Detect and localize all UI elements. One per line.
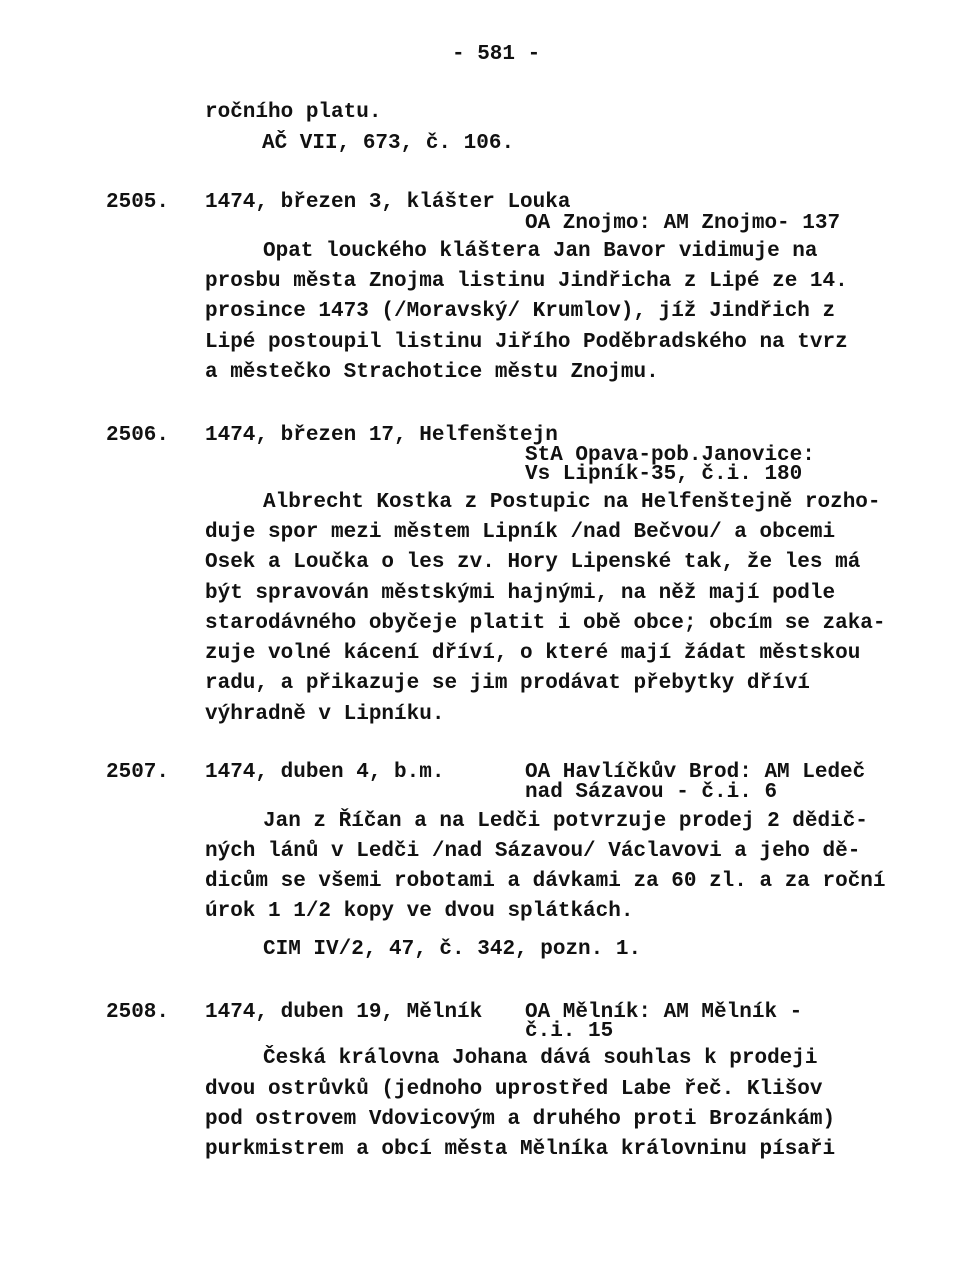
entry-number: 2505. xyxy=(106,191,170,214)
page-number: - 581 - xyxy=(452,43,541,66)
entry-text-line: pod ostrovem Vdovicovým a druhého proti Brozánkám) xyxy=(205,1108,836,1131)
entry-text-line: výhradně v Lipníku. xyxy=(205,703,445,726)
entry-text-line: prosince 1473 (/Moravský/ Krumlov), jíž Jindřich z xyxy=(205,300,836,323)
entry-number: 2506. xyxy=(106,424,170,447)
entry-text-line: zuje volné kácení dříví, o které mají žádat městskou xyxy=(205,642,861,665)
entry-source: OA Mělník: AM Mělník - xyxy=(525,1001,803,1024)
entry-text-line: Opat louckého kláštera Jan Bavor vidimuje na xyxy=(263,240,818,263)
entry-text-line: Lipé postoupil listinu Jiřího Poděbradského na tvrz xyxy=(205,331,848,354)
entry-text-line: Osek a Loučka o les zv. Hory Lipenské tak, že les má xyxy=(205,551,861,574)
entry-text-line: ných lánů v Ledči /nad Sázavou/ Václavovi a jeho dě- xyxy=(205,840,861,863)
entry-source: OA Znojmo: AM Znojmo- 137 xyxy=(525,212,841,235)
entry-source: nad Sázavou - č.i. 6 xyxy=(525,781,778,804)
entry-text-line: duje spor mezi městem Lipník /nad Bečvou/ a obcemi xyxy=(205,521,836,544)
entry-source: OA Havlíčkův Brod: AM Ledeč xyxy=(525,761,866,784)
entry-source: č.i. 15 xyxy=(525,1020,614,1043)
entry-text-line: a městečko Strachotice městu Znojmu. xyxy=(205,361,659,384)
entry-heading: 1474, březen 17, Helfenštejn xyxy=(205,424,558,447)
entry-text-line: starodávného obyčeje platit i obě obce; obcím se zaka- xyxy=(205,612,886,635)
entry-number: 2508. xyxy=(106,1001,170,1024)
entry-source: Vs Lipník-35, č.i. 180 xyxy=(525,463,803,486)
entry-text-line: Česká královna Johana dává souhlas k prodeji xyxy=(263,1047,818,1070)
continuation-text: ročního platu. xyxy=(205,101,382,124)
entry-text-line: Albrecht Kostka z Postupic na Helfenštejně rozho- xyxy=(263,491,881,514)
entry-text-line: purkmistrem a obcí města Mělníka královninu písaři xyxy=(205,1138,836,1161)
entry-text-line: být spravován městskými hajnými, na něž mají podle xyxy=(205,582,836,605)
entry-text-line: úrok 1 1/2 kopy ve dvou splátkách. xyxy=(205,900,634,923)
entry-text-line: dicům se všemi robotami a dávkami za 60 zl. a za roční xyxy=(205,870,886,893)
entry-source: StA Opava-pob.Janovice: xyxy=(525,444,815,467)
entry-heading: 1474, duben 4, b.m. xyxy=(205,761,445,784)
entry-heading: 1474, duben 19, Mělník xyxy=(205,1001,483,1024)
entry-text-line: dvou ostrůvků (jednoho uprostřed Labe řeč. Klišov xyxy=(205,1078,823,1101)
entry-heading: 1474, březen 3, klášter Louka xyxy=(205,191,571,214)
entry-text-line: Jan z Říčan a na Ledči potvrzuje prodej 2 dědič- xyxy=(263,810,868,833)
entry-text-line: prosbu města Znojma listinu Jindřicha z Lipé ze 14. xyxy=(205,270,848,293)
continuation-citation: AČ VII, 673, č. 106. xyxy=(262,132,515,155)
entry-text-line: radu, a přikazuje se jim prodávat přebytky dříví xyxy=(205,672,810,695)
entry-number: 2507. xyxy=(106,761,170,784)
entry-citation: CIM IV/2, 47, č. 342, pozn. 1. xyxy=(263,938,642,961)
